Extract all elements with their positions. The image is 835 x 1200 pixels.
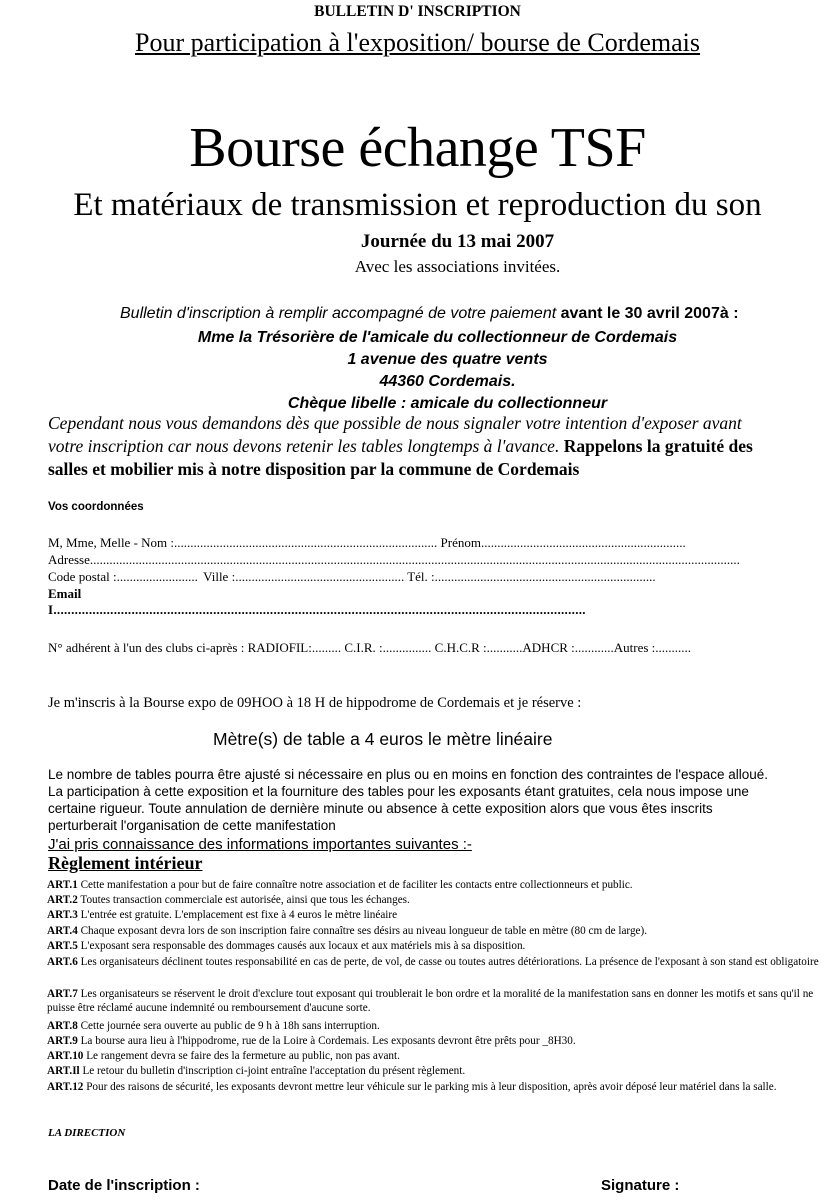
info-line-3: certaine rigueur. Toute annulation de dernière minute ou absence à cette exposition alors que vous êtes inscrits — [48, 801, 713, 816]
registration-line: Je m'inscris à la Bourse expo de 09HOO à 18 H de hippodrome de Cordemais et je réserve : — [48, 695, 582, 711]
rule-art-10: ART.10 Le rangement devra se faire des la fermeture au public, non pas avant. — [47, 1050, 400, 1062]
rule-art-5: ART.5 L'exposant sera responsable des dommages causés aux locaux et aux matériels mis à sa disposition. — [47, 940, 526, 952]
registration-date-field[interactable]: Date de l'inscription : — [48, 1177, 200, 1194]
address-line: 1 avenue des quatre vents — [347, 351, 548, 368]
notice-line-1: Cependant nous vous demandons dès que possible de nous signaler votre intention d'exposer avant — [48, 413, 742, 433]
rule-art-4: ART.4 Chaque exposant devra lors de son inscription faire connaître ses désirs au niveau longueur de table en mètre (80 cm de large). — [47, 925, 648, 937]
rule-art-6: ART.6 Les organisateurs déclinent toutes responsabilité en cas de perte, de vol, de casse ou toutes autres détériorations. La présence de l'exposant à son stand est obligatoire — [47, 956, 819, 968]
info-line-1: Le nombre de tables pourra être ajusté si nécessaire en plus ou en moins en fonction des contraintes de l'espace alloué. — [48, 767, 769, 782]
sub-title: Et matériaux de transmission et reproduction du son — [73, 187, 762, 223]
rule-art-3: ART.3 L'entrée est gratuite. L'emplacement est fixe à 4 euros le mètre linéaire — [47, 909, 398, 921]
club-membership-field[interactable]: N° adhérent à l'un des clubs ci-après : RADIOFIL:......... C.I.R. :............... C.H.C.R :...........ADHCR :............Autres :........... — [48, 640, 692, 655]
info-line-4: perturberait l'organisation de cette manifestation — [48, 818, 336, 833]
rule-art-1: ART.1 Cette manifestation a pour but de faire connaître notre association et de faciliter les contacts entre collectionneurs et public. — [47, 879, 633, 891]
notice-line-3: salles et mobilier mis à notre disposition par la commune de Cordemais — [48, 459, 580, 479]
rule-art-8: ART.8 Cette journée sera ouverte au public de 9 h à 18h sans interruption. — [47, 1020, 380, 1032]
email-field[interactable]: I...................................................................................................................................................... — [48, 602, 586, 617]
notice-line-2: votre inscription car nous devons retenir les tables longtemps à l'avance. Rappelons la gratuité des — [48, 436, 753, 456]
name-field[interactable]: M, Mme, Melle - Nom :................................................................................. Prénom............................................................... — [48, 535, 686, 550]
acknowledgement: J'ai pris connaissance des informations importantes suivantes :- — [48, 836, 472, 853]
rule-art-12: ART.12 Pour des raisons de sécurité, les exposants devront mettre leur véhicule sur le parking mis à leur disposition, après avoir déposé leur matériel dans la salle. — [47, 1081, 777, 1093]
participation-subtitle: Pour participation à l'exposition/ bourse de Cordemais — [134, 28, 701, 57]
signature-field[interactable]: Signature : — [601, 1177, 680, 1194]
postal-line: 44360 Cordemais. — [379, 373, 516, 390]
rule-art-7: ART.7 Les organisateurs se réservent le droit d'exclure tout exposant qui troublerait le bon ordre et la moralité de la manifestation sans en donner les motifs et sans qu'il ne puisse être réclamé aucune indemnité ou remboursement d'aucune sorte. — [47, 988, 814, 1014]
associations-note: Avec les associations invitées. — [354, 257, 561, 276]
rule-art-9: ART.9 La bourse aura lieu à l'hippodrome, rue de la Loire à Cordemais. Les exposants devront être prêts pour _8H30. — [47, 1035, 576, 1047]
cheque-line: Chèque libelle : amicale du collectionneur — [287, 395, 608, 412]
direction-signature: LA DIRECTION — [48, 1127, 126, 1139]
postal-city-phone-fields[interactable]: Code postal :......................... Ville :.................................................... Tél. :.................................................................... — [48, 569, 656, 584]
rules-heading: Règlement intérieur — [48, 853, 203, 873]
email-label: Email — [48, 586, 82, 601]
address-field[interactable]: Adresse........................................................................................................................................................................................................ — [48, 552, 740, 567]
main-title: Bourse échange TSF — [189, 117, 646, 179]
coords-heading: Vos coordonnées — [48, 501, 144, 513]
payment-line: Bulletin d'inscription à remplir accompagné de votre paiement avant le 30 avril 2007à : — [120, 305, 739, 322]
table-reservation[interactable]: Mètre(s) de table a 4 euros le mètre linéaire — [213, 729, 553, 749]
bulletin-heading: BULLETIN D' INSCRIPTION — [314, 3, 521, 20]
rule-art-11: ART.Il Le retour du bulletin d'inscription ci-joint entraîne l'acceptation du présent règlement. — [47, 1065, 466, 1077]
event-date: Journée du 13 mai 2007 — [360, 231, 555, 252]
treasurer-line: Mme la Trésorière de l'amicale du collectionneur de Cordemais — [197, 329, 678, 346]
info-line-2: La participation à cette exposition et la fourniture des tables pour les exposants étant gratuites, cela nous impose une — [48, 784, 749, 799]
rule-art-2: ART.2 Toutes transaction commerciale est autorisée, ainsi que tous les échanges. — [47, 894, 410, 906]
